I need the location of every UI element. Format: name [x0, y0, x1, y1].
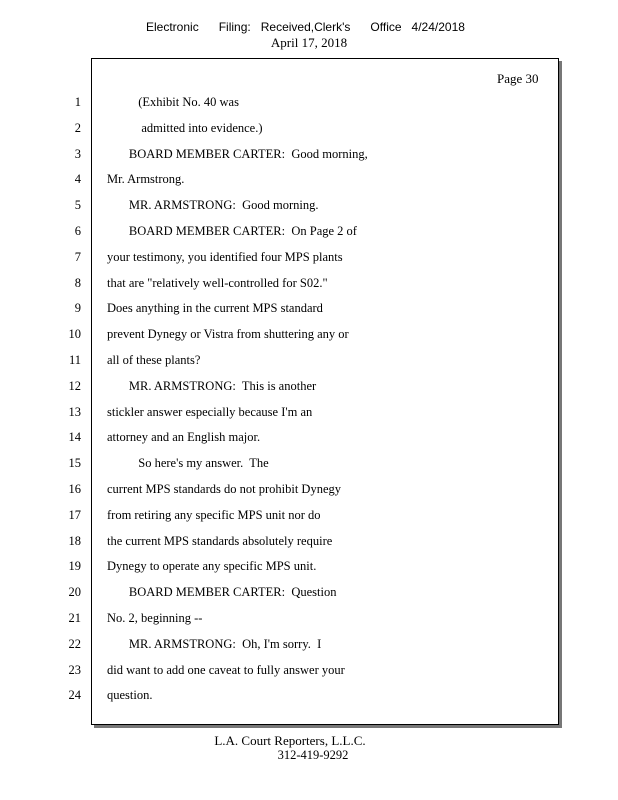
line-text: BOARD MEMBER CARTER: Good morning,: [107, 147, 368, 161]
line-text: from retiring any specific MPS unit nor do: [107, 508, 321, 522]
line-text: Dynegy to operate any specific MPS unit.: [107, 559, 317, 573]
transcript-line: [0, 171, 560, 187]
line-number: 12: [68, 379, 81, 393]
transcript-line: [0, 223, 560, 239]
line-number: 22: [68, 637, 81, 651]
line-text: your testimony, you identified four MPS plants: [107, 250, 343, 264]
line-number: 24: [68, 688, 81, 702]
line-number: 21: [68, 611, 81, 625]
line-text: Mr. Armstrong.: [107, 172, 185, 186]
line-text: current MPS standards do not prohibit Dynegy: [107, 482, 342, 496]
line-number: 17: [68, 508, 81, 522]
line-text: attorney and an English major.: [107, 430, 261, 444]
transcript-line: [0, 120, 560, 136]
line-text: stickler answer especially because I'm an: [107, 405, 313, 419]
transcript-line: [0, 326, 560, 342]
line-number: 19: [68, 559, 81, 573]
line-text: the current MPS standards absolutely require: [107, 534, 333, 548]
line-text: Does anything in the current MPS standard: [107, 301, 323, 315]
line-text: all of these plants?: [107, 353, 201, 367]
line-number: 16: [68, 482, 81, 496]
filing-stamp-received: Received,Clerk's: [260, 20, 351, 34]
transcript-line: [0, 558, 560, 574]
footer-phone: 312-419-9292: [277, 748, 349, 762]
line-number: 11: [68, 353, 81, 367]
filing-stamp-date: 4/24/2018: [411, 20, 465, 34]
transcript-line: [0, 404, 560, 420]
page-number: Page 30: [497, 71, 539, 86]
line-text: MR. ARMSTRONG: Good morning.: [107, 198, 319, 212]
line-number: 15: [68, 456, 81, 470]
line-number: 5: [74, 198, 81, 212]
transcript-line: [0, 197, 560, 213]
line-number: 9: [74, 301, 81, 315]
transcript-line: [0, 662, 560, 678]
transcript-line: [0, 249, 560, 265]
transcript-line: [0, 275, 560, 291]
transcript-line: [0, 94, 560, 110]
line-text: admitted into evidence.): [107, 121, 263, 135]
line-text: No. 2, beginning --: [107, 611, 203, 625]
line-number: 6: [74, 224, 81, 238]
filing-stamp: [146, 20, 465, 34]
transcript-line: [0, 636, 560, 652]
transcript-line: [0, 429, 560, 445]
transcript-line: [0, 584, 560, 600]
line-number: 3: [74, 147, 81, 161]
line-number: 2: [74, 121, 81, 135]
line-text: question.: [107, 688, 153, 702]
filing-stamp-label: Electronic: [146, 20, 199, 34]
line-number: 7: [74, 250, 81, 264]
line-text: MR. ARMSTRONG: Oh, I'm sorry. I: [107, 637, 322, 651]
transcript-line: [0, 481, 560, 497]
line-number: 20: [68, 585, 81, 599]
line-text: that are "relatively well-controlled for S02.": [107, 276, 328, 290]
line-text: (Exhibit No. 40 was: [107, 95, 239, 109]
transcript-line: [0, 352, 560, 368]
line-number: 8: [74, 276, 81, 290]
line-text: BOARD MEMBER CARTER: Question: [107, 585, 337, 599]
line-number: 10: [68, 327, 81, 341]
line-text: prevent Dynegy or Vistra from shuttering any or: [107, 327, 349, 341]
transcript-line: [0, 300, 560, 316]
line-number: 14: [68, 430, 81, 444]
footer-company: L.A. Court Reporters, L.L.C.: [214, 733, 366, 748]
line-number: 4: [74, 172, 81, 186]
line-text: did want to add one caveat to fully answer your: [107, 663, 345, 677]
filing-stamp-office: Office: [370, 20, 402, 34]
transcript-line: [0, 507, 560, 523]
line-text: MR. ARMSTRONG: This is another: [107, 379, 317, 393]
transcript-line: [0, 610, 560, 626]
transcript-line: [0, 378, 560, 394]
filing-stamp-filing: Filing:: [218, 20, 251, 34]
line-text: BOARD MEMBER CARTER: On Page 2 of: [107, 224, 357, 238]
line-text: So here's my answer. The: [107, 456, 269, 470]
line-number: 1: [74, 95, 81, 109]
transcript-line: [0, 687, 560, 703]
line-number: 23: [68, 663, 81, 677]
hearing-date: April 17, 2018: [270, 35, 348, 50]
transcript-line: [0, 455, 560, 471]
transcript-line: [0, 533, 560, 549]
line-number: 13: [68, 405, 81, 419]
transcript-line: [0, 146, 560, 162]
line-number: 18: [68, 534, 81, 548]
